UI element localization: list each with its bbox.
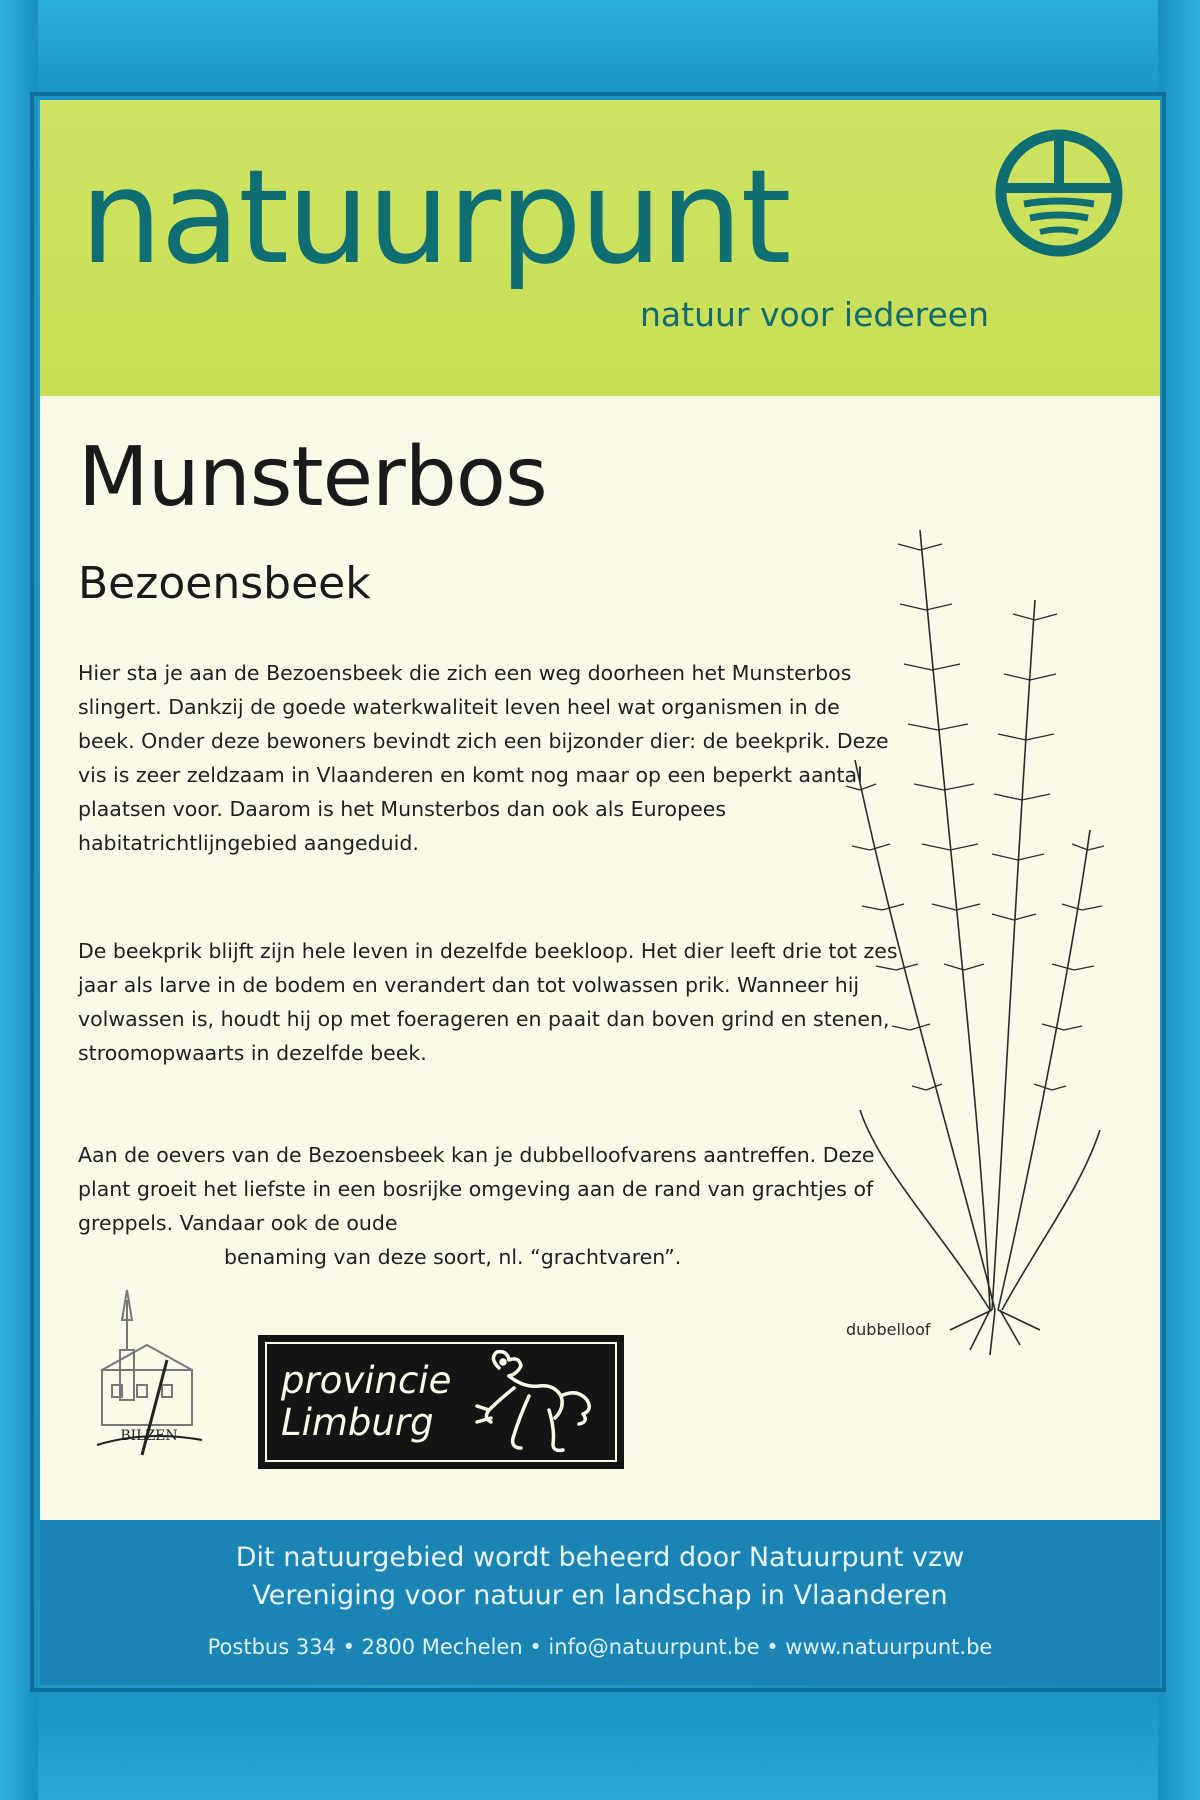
brand-wordmark: natuurpunt [80, 141, 790, 293]
paragraph-3 [78, 1138, 898, 1274]
footer-band [40, 1520, 1160, 1685]
paragraph-3-last-line: benaming van deze soort, nl. “grachtvaren”. [224, 1245, 682, 1269]
provincie-label: provincie [281, 1359, 452, 1402]
bilzen-label: BILZEN [120, 1428, 178, 1444]
frame-top [0, 0, 1200, 100]
page-subtitle: Bezoensbeek [78, 558, 371, 609]
provincie-limburg-text [281, 1360, 451, 1444]
footer-management-text: Dit natuurgebied wordt beheerd door Natuurpunt vzw [235, 1542, 965, 1573]
limburg-label: Limburg [281, 1401, 434, 1444]
illustration-caption: dubbelloof [846, 1320, 931, 1339]
lion-icon [469, 1348, 599, 1456]
page-title: Munsterbos [78, 430, 547, 525]
paragraph-1: Hier sta je aan de Bezoensbeek die zich een weg doorheen het Munsterbos slingert. Dankzij de goede waterkwaliteit leven heel wat organismen in de beek. Onder deze bewoners bevindt zich een bijzonder dier: de beekprik. Deze vis is zeer zeldzaam in Vlaanderen en komt nog maar op een beperkt aantal plaatsen voor. Daarom is het Munsterbos dan ook als Europees habitatrichtlijngebied aangeduid. [78, 661, 889, 855]
brand-tagline: natuur voor iedereen [640, 295, 990, 334]
sign-panel [40, 100, 1160, 1685]
header-band [40, 100, 1160, 396]
footer-association-text: Vereniging voor natuur en landschap in Vlaanderen [252, 1580, 948, 1611]
paragraph-2: De beekprik blijft zijn hele leven in dezelfde beekloop. Het dier leeft drie tot zes jaar als larve in de bodem en verandert dan tot volwassen prik. Wanneer hij volwassen is, houdt hij op met foerageren en paait dan boven grind en stenen, stroomopwaarts in dezelfde beek. [78, 939, 898, 1065]
footer-contact-info: Postbus 334 • 2800 Mechelen • info@natuurpunt.be • www.natuurpunt.be [207, 1635, 993, 1659]
frame-bottom [0, 1690, 1200, 1800]
bilzen-logo [82, 1280, 217, 1465]
paragraph-3-text: Aan de oevers van de Bezoensbeek kan je dubbelloofvarens aantreffen. Deze plant groeit het liefste in een bosrijke omgeving aan de rand van grachtjes of greppels. Vandaar ook de oude [78, 1143, 875, 1235]
provincie-limburg-logo [258, 1335, 624, 1469]
natuurpunt-logo-icon [988, 122, 1130, 264]
fern-illustration [840, 410, 1140, 1360]
